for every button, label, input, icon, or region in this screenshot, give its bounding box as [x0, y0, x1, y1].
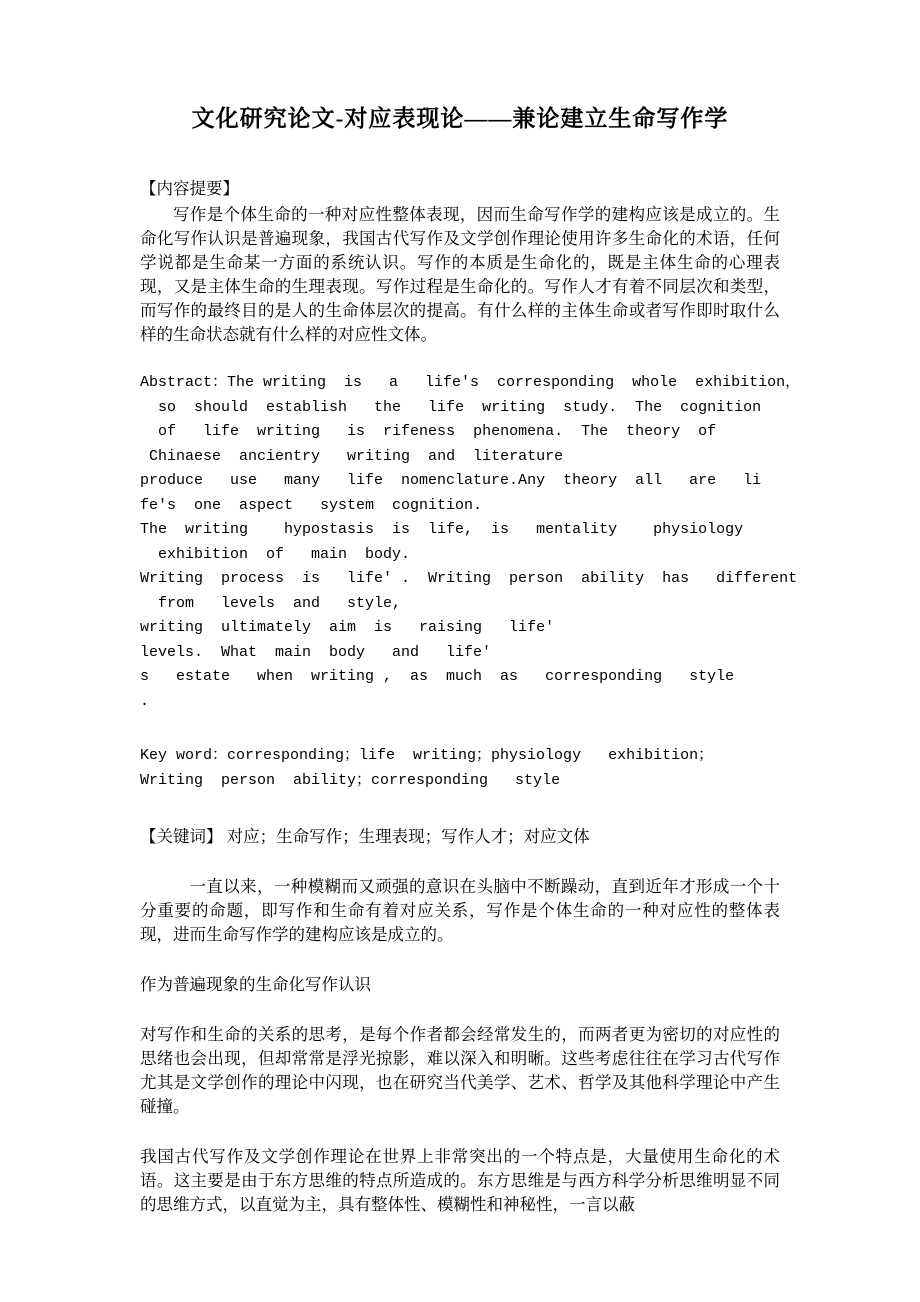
keywords-en: Key word：corresponding；life writing；physiology exhibition； Writing person ability；corresponding style: [140, 747, 714, 789]
body-paragraph-1: 对写作和生命的关系的思考，是每个作者都会经常发生的，而两者更为密切的对应性的思绪也会出现，但却常常是浮光掠影，难以深入和明晰。这些考虑往往在学习古代写作尤其是文学创作的理论中闪现，也在研究当代美学、艺术、哲学及其他科学理论中产生碰撞。: [140, 1025, 780, 1116]
document-title: 文化研究论文-对应表现论——兼论建立生命写作学: [191, 106, 729, 131]
intro-paragraph: 一直以来，一种模糊而又顽强的意识在头脑中不断躁动，直到近年才形成一个十分重要的命题，即写作和生命有着对应关系，写作是个体生命的一种对应性的整体表现，进而生命写作学的建构应该是成立的。: [140, 877, 780, 944]
abstract-text-cn: 写作是个体生命的一种对应性整体表现，因而生命写作学的建构应该是成立的。生命化写作认识是普遍现象，我国古代写作及文学创作理论使用许多生命化的术语，任何学说都是生命某一方面的系统认识。写作的本质是生命化的，既是主体生命的心理表现，又是主体生命的生理表现。写作过程是生命化的。写作人才有着不同层次和类型，而写作的最终目的是人的生命体层次的提高。有什么样的主体生命或者写作即时取什么样的生命状态就有什么样的对应性文体。: [140, 205, 780, 344]
section-heading: 作为普遍现象的生命化写作认识: [140, 975, 371, 994]
keywords-cn: 【关键词】 对应；生命写作；生理表现；写作人才；对应文体: [140, 827, 590, 846]
abstract-text-en: Abstract：The writing is a life's corresponding whole exhibition， so should establish the life writing study. The cognition of life writing is rifeness phenomena. The theory of Chinaese ancientry writing and literature produce use many life nomenclature.Any theory all are li fe's one aspect system cognition. The writing hypostasis is life, is mentality physiology exhibition of main body. Writing process is life' . Writing person ability has different from levels and style, writing ultimately aim is raising life' levels. What main body and life' s estate when writing , as much as corresponding style .: [140, 374, 801, 710]
body-paragraph-2: 我国古代写作及文学创作理论在世界上非常突出的一个特点是，大量使用生命化的术语。这主要是由于东方思维的特点所造成的。东方思维是与西方科学分析思维明显不同的思维方式，以直觉为主，具有整体性、模糊性和神秘性，一言以蔽: [140, 1147, 780, 1214]
abstract-label-cn: 【内容提要】: [140, 179, 239, 198]
